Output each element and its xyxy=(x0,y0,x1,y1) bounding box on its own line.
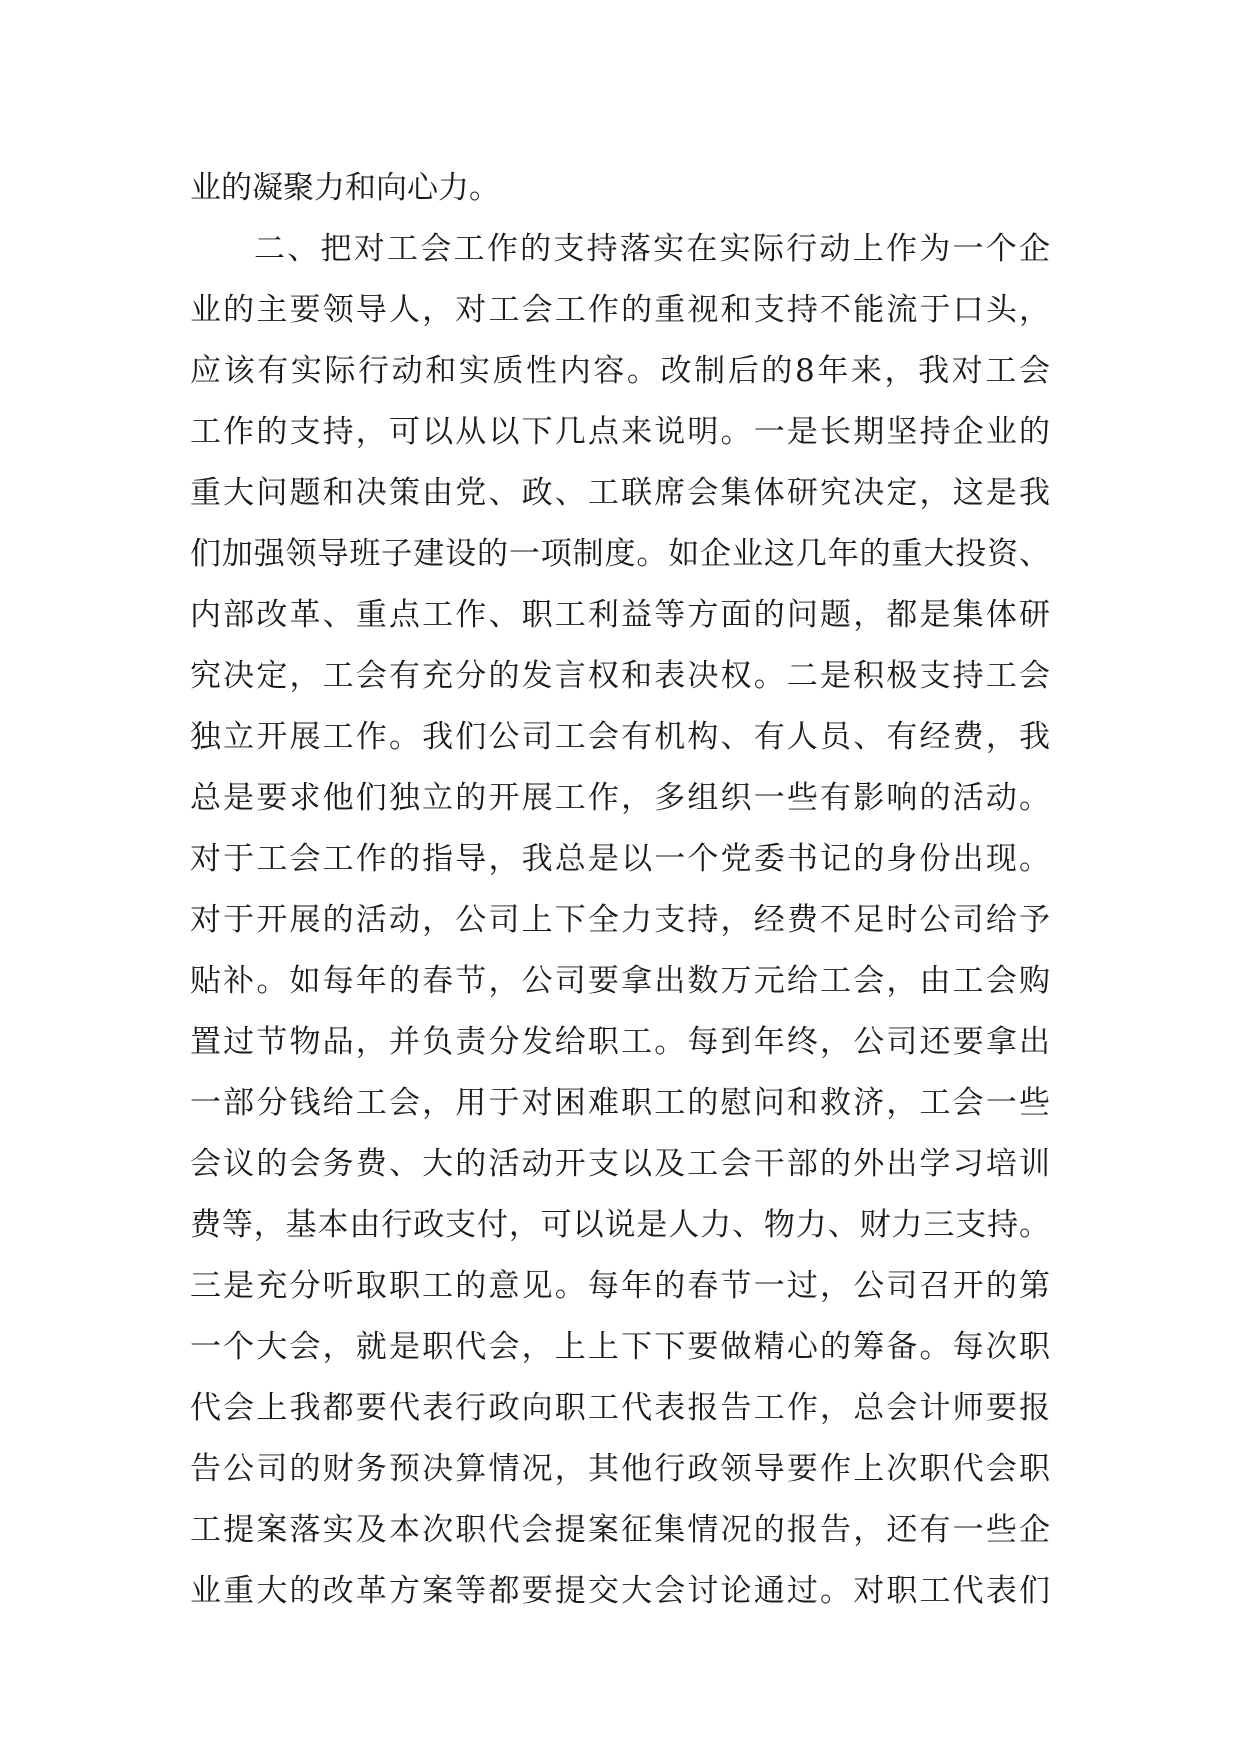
text-line: 贴补。如每年的春节，公司要拿出数万元给工会，由工会购 xyxy=(190,963,1050,999)
text-line: 内部改革、重点工作、职工利益等方面的问题，都是集体研 xyxy=(190,597,1050,633)
body-text xyxy=(190,158,1050,1622)
text-line: 对于开展的活动，公司上下全力支持，经费不足时公司给予 xyxy=(190,902,1050,938)
text-line: 一个大会，就是职代会，上上下下要做精心的筹备。每次职 xyxy=(190,1329,1050,1365)
text-line: 一部分钱给工会，用于对困难职工的慰问和救济，工会一些 xyxy=(190,1085,1050,1121)
text-line: 独立开展工作。我们公司工会有机构、有人员、有经费，我 xyxy=(190,719,1050,755)
text-line: 业的凝聚力和向心力。 xyxy=(190,170,500,206)
text-line: 费等，基本由行政支付，可以说是人力、物力、财力三支持。 xyxy=(190,1207,1050,1243)
text-line: 总是要求他们独立的开展工作，多组织一些有影响的活动。 xyxy=(190,780,1050,816)
text-line: 工作的支持，可以从以下几点来说明。一是长期坚持企业的 xyxy=(190,414,1050,450)
text-line: 重大问题和决策由党、政、工联席会集体研究决定，这是我 xyxy=(190,475,1050,511)
text-line: 应该有实际行动和实质性内容。改制后的8年来，我对工会 xyxy=(190,353,1050,389)
text-line: 究决定，工会有充分的发言权和表决权。二是积极支持工会 xyxy=(190,658,1050,694)
text-line: 告公司的财务预决算情况，其他行政领导要作上次职代会职 xyxy=(190,1451,1050,1487)
text-line: 工提案落实及本次职代会提案征集情况的报告，还有一些企 xyxy=(190,1512,1050,1548)
text-line: 们加强领导班子建设的一项制度。如企业这几年的重大投资、 xyxy=(190,536,1050,572)
text-line: 置过节物品，并负责分发给职工。每到年终，公司还要拿出 xyxy=(190,1024,1050,1060)
text-line: 代会上我都要代表行政向职工代表报告工作，总会计师要报 xyxy=(190,1390,1050,1426)
text-line: 业重大的改革方案等都要提交大会讨论通过。对职工代表们 xyxy=(190,1573,1050,1609)
text-line: 会议的会务费、大的活动开支以及工会干部的外出学习培训 xyxy=(190,1146,1050,1182)
text-line: 三是充分听取职工的意见。每年的春节一过，公司召开的第 xyxy=(190,1268,1050,1304)
text-line: 对于工会工作的指导，我总是以一个党委书记的身份出现。 xyxy=(190,841,1050,877)
text-line: 业的主要领导人，对工会工作的重视和支持不能流于口头， xyxy=(190,292,1050,328)
text-line: 二、把对工会工作的支持落实在实际行动上作为一个企 xyxy=(254,231,1050,267)
